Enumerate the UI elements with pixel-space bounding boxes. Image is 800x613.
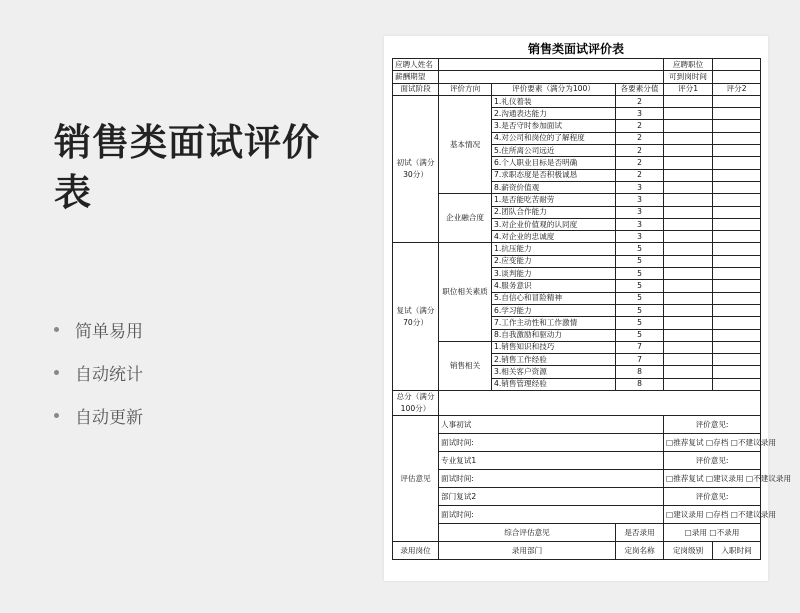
factor-score: 3 — [616, 206, 664, 218]
opinion-label: 评价意见: — [664, 452, 761, 470]
eval2-cell[interactable] — [713, 181, 761, 193]
eval2-cell[interactable] — [713, 206, 761, 218]
factor-item: 6.学习能力 — [492, 304, 616, 316]
headline-line2: 表 — [54, 171, 92, 214]
factor-item: 4.对企业的忠诚度 — [492, 231, 616, 243]
factor-score: 3 — [616, 181, 664, 193]
eval1-cell[interactable] — [664, 317, 713, 329]
stage-retest: 复试（满分70分） — [393, 243, 439, 391]
factor-score: 5 — [616, 243, 664, 255]
factor-item: 1.是否能吃苦耐劳 — [492, 194, 616, 206]
factor-score: 2 — [616, 132, 664, 144]
eval2-cell[interactable] — [713, 292, 761, 304]
hire-options[interactable]: □录用 □不录用 — [664, 524, 761, 542]
factor-item: 5.自信心和冒险精神 — [492, 292, 616, 304]
position-label: 应聘职位 — [664, 59, 713, 71]
salary-field[interactable] — [439, 71, 664, 83]
eval1-cell[interactable] — [664, 292, 713, 304]
factor-score: 7 — [616, 341, 664, 353]
start-date-field[interactable] — [713, 71, 761, 83]
factor-score: 2 — [616, 95, 664, 107]
eval2-cell[interactable] — [713, 354, 761, 366]
factor-item: 3.对企业价值观的认同度 — [492, 218, 616, 230]
eval1-cell[interactable] — [664, 268, 713, 280]
eval1-cell[interactable] — [664, 354, 713, 366]
total-field[interactable] — [439, 391, 761, 416]
headline-line1: 销售类面试评价 — [54, 121, 320, 164]
factor-item: 1.礼仪着装 — [492, 95, 616, 107]
factor-item: 1.销售知识和技巧 — [492, 341, 616, 353]
direction-fit: 企业融合度 — [439, 194, 492, 243]
opinion-label: 评价意见: — [664, 488, 761, 506]
direction-sales: 销售相关 — [439, 341, 492, 390]
post-name-label: 定岗名称 — [616, 542, 664, 560]
eval1-cell[interactable] — [664, 243, 713, 255]
eval1-cell[interactable] — [664, 169, 713, 181]
factor-item: 6.个人职业目标是否明确 — [492, 157, 616, 169]
interview-time-label: 面试时间: — [439, 470, 664, 488]
factor-item: 3.相关客户资源 — [492, 366, 616, 378]
eval1-cell[interactable] — [664, 218, 713, 230]
eval2-cell[interactable] — [713, 108, 761, 120]
eval1-cell[interactable] — [664, 378, 713, 390]
factor-score: 8 — [616, 366, 664, 378]
feature-label: 自动统计 — [75, 365, 143, 385]
feature-item — [54, 308, 143, 351]
eval2-cell[interactable] — [713, 169, 761, 181]
stage-initial: 初试（满分30分） — [393, 95, 439, 243]
hired-dept-label: 录用部门 — [439, 542, 616, 560]
factor-item: 2.销售工作经验 — [492, 354, 616, 366]
factor-item: 7.工作主动性和工作激情 — [492, 317, 616, 329]
interview-time-label: 面试时间: — [439, 506, 664, 524]
opinion-label: 评价意见: — [664, 416, 761, 434]
eval2-cell[interactable] — [713, 218, 761, 230]
eval1-cell[interactable] — [664, 206, 713, 218]
hr-initial-label: 人事初试 — [439, 416, 664, 434]
eval1-cell[interactable] — [664, 255, 713, 267]
feature-label: 简单易用 — [75, 322, 143, 342]
factor-score: 2 — [616, 145, 664, 157]
feature-list — [54, 308, 143, 437]
total-label: 总分（满分100分） — [393, 391, 439, 416]
eval1-cell[interactable] — [664, 120, 713, 132]
evaluation-table — [392, 58, 792, 560]
factor-score: 3 — [616, 231, 664, 243]
factor-score: 3 — [616, 218, 664, 230]
dept-retest-label: 部门复试2 — [439, 488, 664, 506]
eval2-cell[interactable] — [713, 243, 761, 255]
factor-score: 2 — [616, 169, 664, 181]
factor-item: 4.销售管理经验 — [492, 378, 616, 390]
eval1-cell[interactable] — [664, 341, 713, 353]
pro-options[interactable]: □推荐复试 □建议录用 □不建议录用 — [664, 470, 761, 488]
bullet-dot-icon — [54, 370, 59, 375]
eval1-cell[interactable] — [664, 280, 713, 292]
factor-item: 2.沟通表达能力 — [492, 108, 616, 120]
header-eval1: 评分1 — [664, 83, 713, 95]
eval2-cell[interactable] — [713, 231, 761, 243]
sheet-title: 销售类面试评价表 — [527, 42, 624, 56]
factor-score: 5 — [616, 280, 664, 292]
eval2-cell[interactable] — [713, 329, 761, 341]
feature-item — [54, 351, 143, 394]
eval2-cell[interactable] — [713, 366, 761, 378]
factor-score: 5 — [616, 292, 664, 304]
factor-score: 3 — [616, 194, 664, 206]
pro-retest-label: 专业复试1 — [439, 452, 664, 470]
header-eval2: 评分2 — [713, 83, 761, 95]
eval1-cell[interactable] — [664, 366, 713, 378]
direction-job: 职位相关素质 — [439, 243, 492, 341]
eval2-cell[interactable] — [713, 145, 761, 157]
hr-options[interactable]: □推荐复试 □存档 □不建议录用 — [664, 434, 761, 452]
eval2-cell[interactable] — [713, 157, 761, 169]
entry-date-label: 入职时间 — [713, 542, 761, 560]
factor-score: 5 — [616, 255, 664, 267]
eval2-cell[interactable] — [713, 341, 761, 353]
factor-score: 5 — [616, 317, 664, 329]
feature-item — [54, 394, 143, 437]
eval2-cell[interactable] — [713, 255, 761, 267]
factor-score: 7 — [616, 354, 664, 366]
eval1-cell[interactable] — [664, 231, 713, 243]
interview-time-label: 面试时间: — [439, 434, 664, 452]
factor-item: 8.自我激励和驱动力 — [492, 329, 616, 341]
factor-score: 5 — [616, 304, 664, 316]
factor-item: 8.薪资价值观 — [492, 181, 616, 193]
eval2-cell[interactable] — [713, 132, 761, 144]
hired-position-label: 录用岗位 — [393, 542, 439, 560]
overall-label: 综合评估意见 — [439, 524, 616, 542]
factor-item: 2.团队合作能力 — [492, 206, 616, 218]
factor-score: 3 — [616, 108, 664, 120]
eval2-cell[interactable] — [713, 317, 761, 329]
eval2-cell[interactable] — [713, 120, 761, 132]
factor-score: 5 — [616, 268, 664, 280]
eval2-cell[interactable] — [713, 304, 761, 316]
eval1-cell[interactable] — [664, 95, 713, 107]
header-factor: 评价要素（满分为100） — [492, 83, 616, 95]
factor-score: 8 — [616, 378, 664, 390]
eval2-cell[interactable] — [713, 280, 761, 292]
eval1-cell[interactable] — [664, 194, 713, 206]
factor-item: 7.求职态度是否积极诚恳 — [492, 169, 616, 181]
eval1-cell[interactable] — [664, 145, 713, 157]
dept-options[interactable]: □建议录用 □存档 □不建议录用 — [664, 506, 761, 524]
header-direction: 评价方向 — [439, 83, 492, 95]
start-date-label: 可到岗时间 — [664, 71, 713, 83]
factor-item: 3.谈判能力 — [492, 268, 616, 280]
eval1-cell[interactable] — [664, 329, 713, 341]
eval1-cell[interactable] — [664, 304, 713, 316]
evaluation-sheet — [384, 36, 792, 581]
eval2-cell[interactable] — [713, 194, 761, 206]
eval1-cell[interactable] — [664, 157, 713, 169]
bullet-dot-icon — [54, 327, 59, 332]
factor-item: 2.应变能力 — [492, 255, 616, 267]
position-field[interactable] — [713, 59, 761, 71]
factor-item: 3.是否守时参加面试 — [492, 120, 616, 132]
salary-label: 薪酬期望 — [393, 71, 439, 83]
eval1-cell[interactable] — [664, 181, 713, 193]
applicant-name-label: 应聘人姓名 — [393, 59, 439, 71]
eval1-cell[interactable] — [664, 108, 713, 120]
applicant-name-field[interactable] — [439, 59, 664, 71]
eval2-cell[interactable] — [713, 378, 761, 390]
hired-label: 是否录用 — [616, 524, 664, 542]
direction-basic: 基本情况 — [439, 95, 492, 193]
factor-score: 2 — [616, 120, 664, 132]
eval2-cell[interactable] — [713, 95, 761, 107]
factor-item: 5.住所离公司远近 — [492, 145, 616, 157]
factor-item: 1.抗压能力 — [492, 243, 616, 255]
factor-score: 2 — [616, 157, 664, 169]
factor-item: 4.对公司和岗位的了解程度 — [492, 132, 616, 144]
header-score: 各要素分值 — [616, 83, 664, 95]
eval2-cell[interactable] — [713, 268, 761, 280]
assessment-label: 评估意见 — [393, 416, 439, 542]
header-stage: 面试阶段 — [393, 83, 439, 95]
eval1-cell[interactable] — [664, 132, 713, 144]
bullet-dot-icon — [54, 413, 59, 418]
feature-label: 自动更新 — [75, 408, 143, 428]
factor-item: 4.服务意识 — [492, 280, 616, 292]
headline — [54, 118, 354, 218]
post-level-label: 定岗级别 — [664, 542, 713, 560]
factor-score: 5 — [616, 329, 664, 341]
